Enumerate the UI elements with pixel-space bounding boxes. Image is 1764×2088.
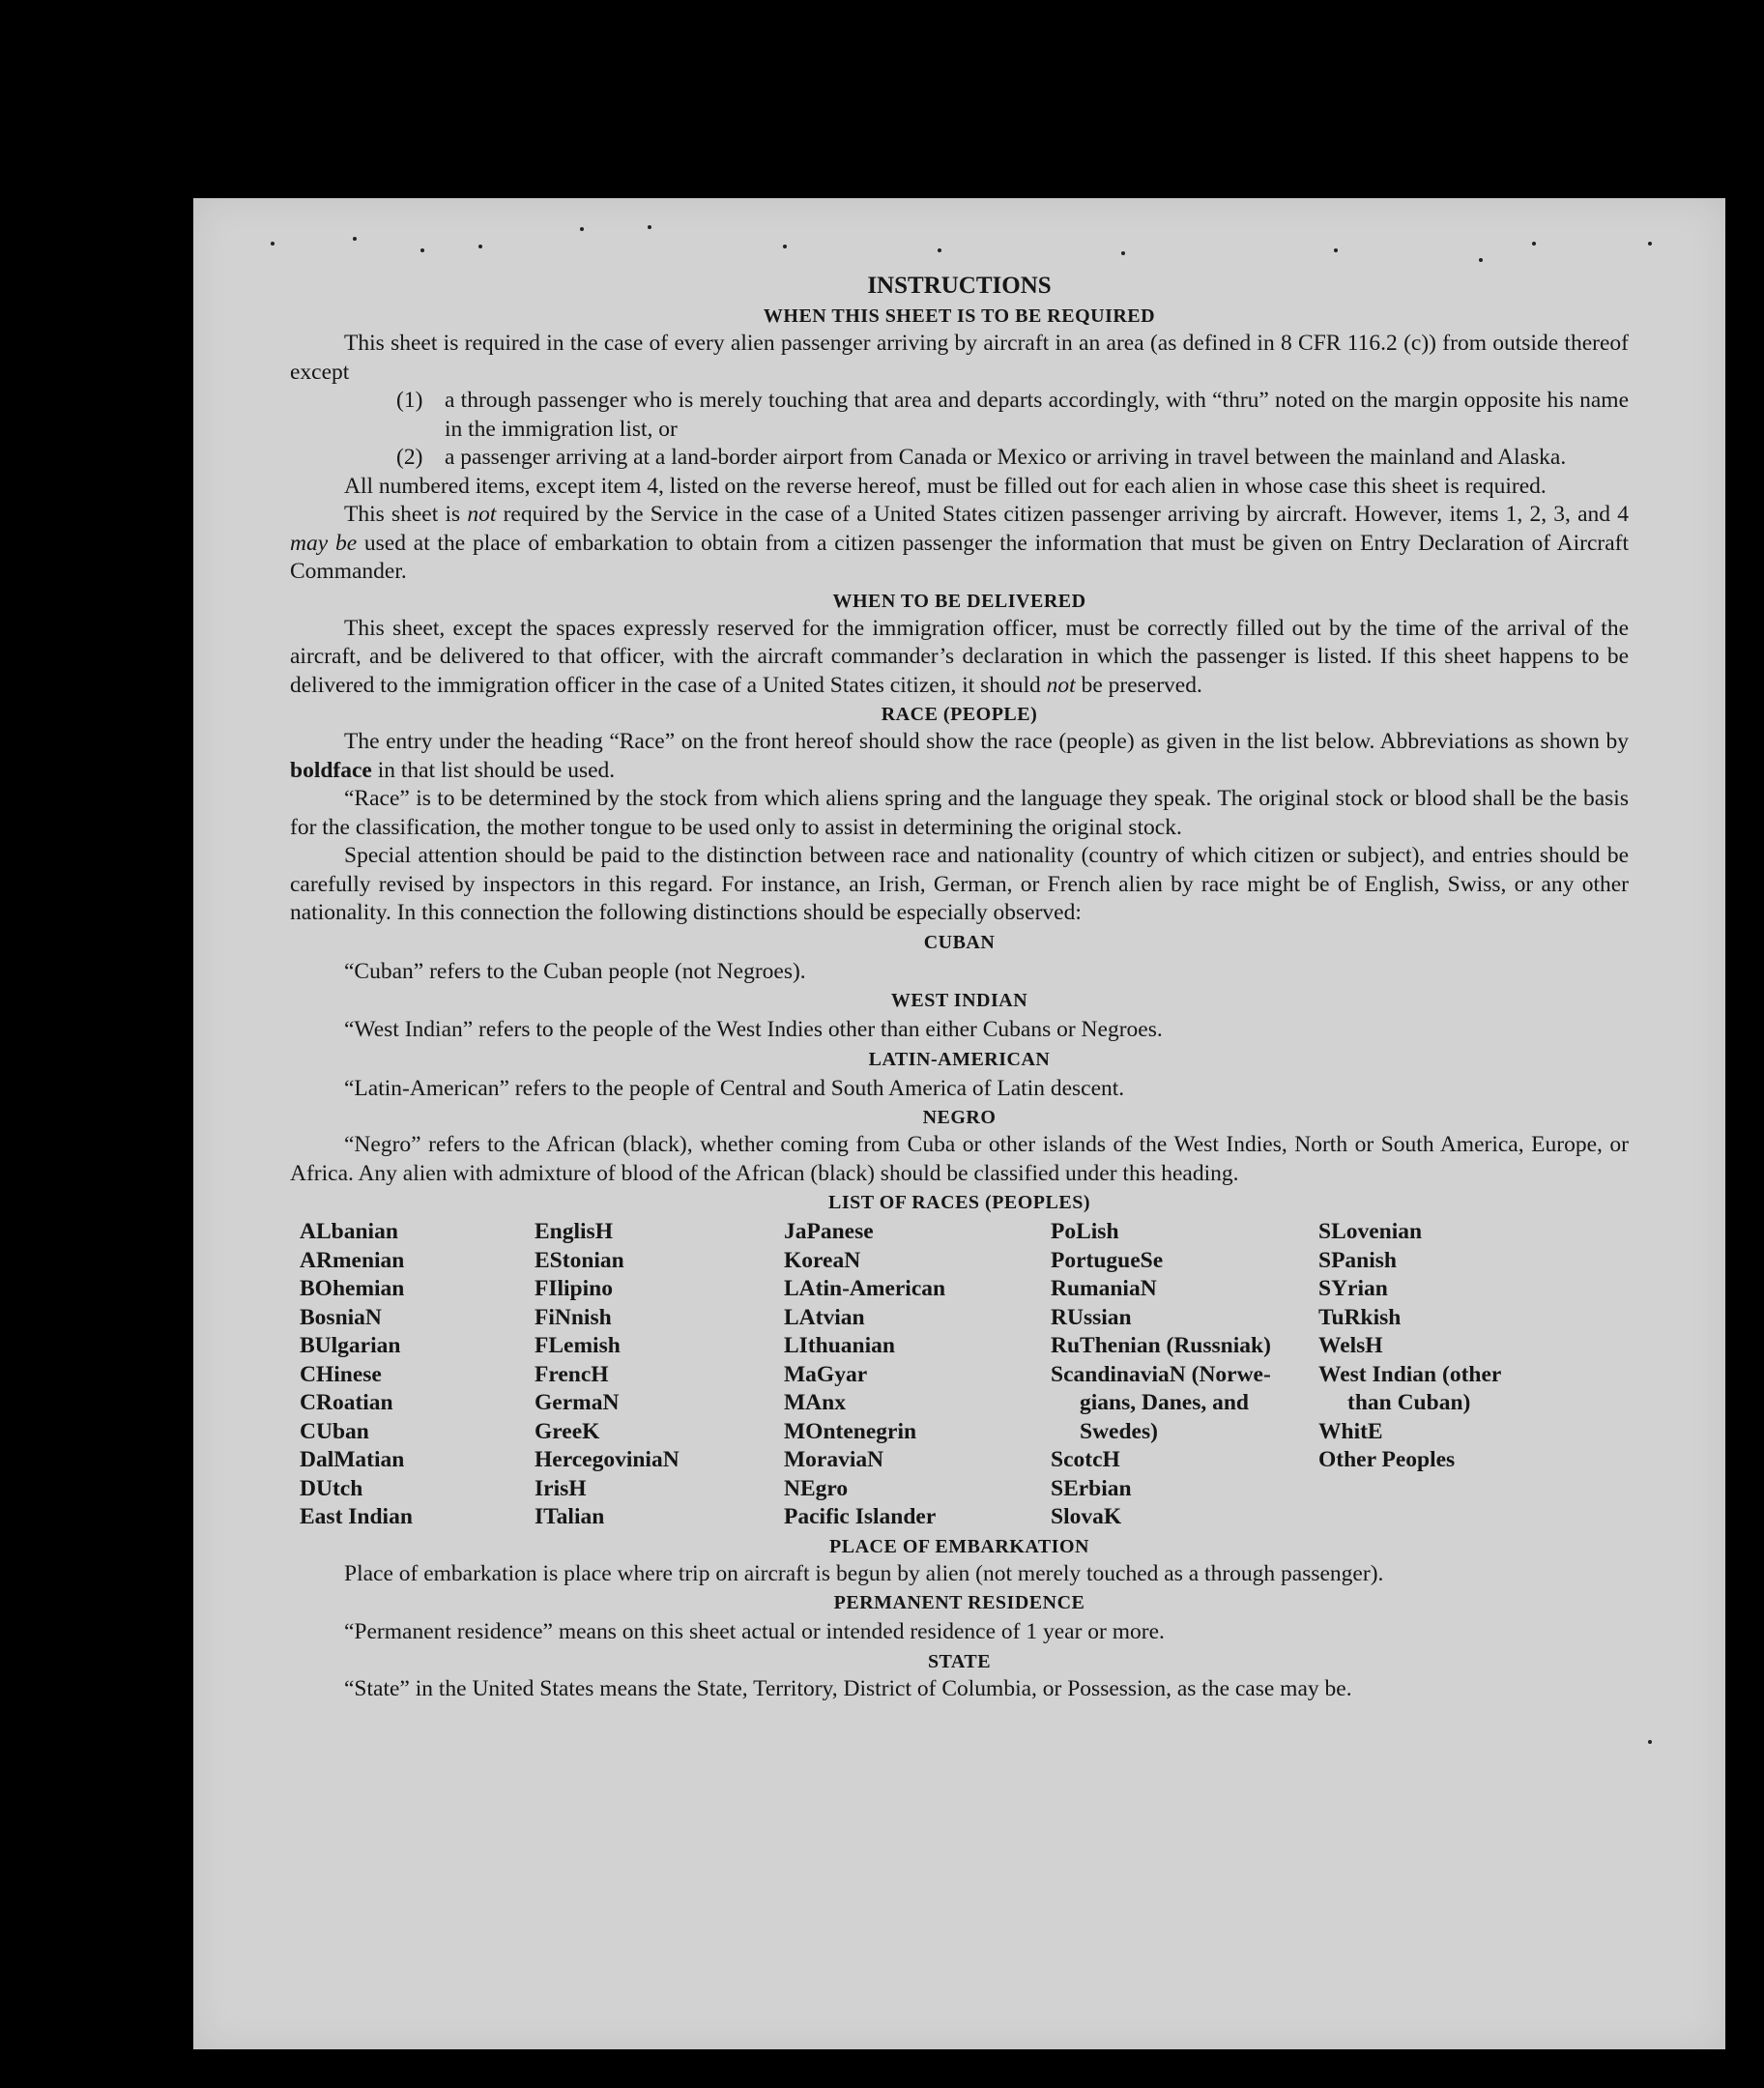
heading-cuban: CUBAN — [923, 931, 996, 953]
heading-when-required: WHEN THIS SHEET IS TO BE REQUIRED — [763, 305, 1156, 327]
race-entry: CUban — [300, 1418, 369, 1444]
definition: “State” in the United States means the State, Territory, District of Columbia, or Possession, as the case may be. — [344, 1675, 1352, 1701]
text-run: required by the Service in the case of a United States citizen passenger arriving by aircraft. However, items 1, 2, 3, and 4 — [496, 502, 1629, 527]
race-entry: MAnx — [784, 1390, 846, 1415]
speck — [1648, 242, 1652, 246]
races-column — [300, 1218, 535, 1532]
heading-west-indian: WEST INDIAN — [890, 990, 1028, 1011]
race-entry: LAtvian — [784, 1304, 865, 1330]
race-entry: SlovaK — [1051, 1504, 1122, 1529]
race-entry: MOntenegrin — [784, 1418, 917, 1444]
race-entry: SLovenian — [1318, 1219, 1423, 1244]
text-run: This sheet, except the spaces expressly reserved for the immigration officer, must be correctly filled out by the time of the arrival of the aircraft, and be delivered to that officer, with the aircraft commander’s declaration in which the passenger is listed. If this sheet happens to be delivered to the immigration officer in the case of a United States citizen, it should — [290, 615, 1629, 698]
race-entry: ARmenian — [300, 1247, 405, 1273]
definition: Place of embarkation is place where trip on aircraft is begun by alien (not merely touched as a through passenger). — [344, 1560, 1384, 1586]
race-entry: LIthuanian — [784, 1333, 895, 1358]
speck — [1121, 251, 1125, 255]
race-entry: WelsH — [1318, 1333, 1383, 1358]
document-page — [193, 198, 1725, 2049]
race-entry: FiNnish — [535, 1304, 612, 1330]
race-entry: East Indian — [300, 1504, 413, 1529]
heading-permanent-residence: PERMANENT RESIDENCE — [833, 1592, 1085, 1613]
race-entry: GreeK — [535, 1418, 600, 1444]
item-number: (2) — [396, 445, 423, 470]
race-entry: FLemish — [535, 1333, 621, 1358]
paragraph: All numbered items, except item 4, listed on the reverse hereof, must be filled out for each alien in whose case this sheet is required. — [344, 473, 1547, 499]
race-entry: EnglisH — [535, 1219, 613, 1244]
race-entry: NEgro — [784, 1475, 849, 1501]
speck — [1648, 1740, 1652, 1744]
race-entry: DalMatian — [300, 1447, 405, 1472]
text-run: used at the place of embarkation to obtain from a citizen passenger the information that must be given on Entry Declaration of Aircraft Commander. — [290, 530, 1629, 584]
speck — [271, 242, 275, 246]
race-entry: RUssian — [1051, 1304, 1132, 1330]
races-column — [1051, 1218, 1318, 1532]
heading-list-of-races: LIST OF RACES (PEOPLES) — [827, 1192, 1090, 1213]
race-entry: Other Peoples — [1318, 1447, 1456, 1472]
race-entry: HercegoviniaN — [535, 1447, 680, 1472]
race-entry: CHinese — [300, 1361, 382, 1387]
race-entry: MoraviaN — [784, 1447, 884, 1472]
definition: “Cuban” refers to the Cuban people (not Negroes). — [344, 958, 806, 984]
races-column — [535, 1218, 784, 1532]
text-run: This sheet is — [344, 502, 468, 527]
text-run: be preserved. — [1075, 672, 1202, 698]
definition: “West Indian” refers to the people of the West Indies other than either Cubans or Negroes. — [344, 1017, 1163, 1042]
page-title: INSTRUCTIONS — [867, 273, 1052, 299]
race-entry: EStonian — [535, 1247, 624, 1273]
race-entry: JaPanese — [784, 1219, 874, 1244]
heading-latin-american: LATIN-AMERICAN — [868, 1048, 1051, 1070]
paragraph: This sheet is required in the case of every alien passenger arriving by aircraft in an area (as defined in 8 CFR 116.2 (c)) from outside thereof except — [290, 331, 1629, 385]
race-entry: WhitE — [1318, 1418, 1383, 1444]
numbered-item — [396, 387, 1629, 444]
speck — [1479, 258, 1483, 262]
speck — [648, 225, 651, 229]
race-entry-continued: Swedes) — [1080, 1418, 1158, 1444]
race-entry: CRoatian — [300, 1390, 393, 1415]
emphasis: may be — [290, 530, 358, 556]
heading-race: RACE (PEOPLE) — [881, 704, 1038, 725]
race-entry: ScotcH — [1051, 1447, 1120, 1472]
race-entry: BosniaN — [300, 1304, 382, 1330]
race-entry: GermaN — [535, 1390, 620, 1415]
race-entry: Pacific Islander — [784, 1504, 937, 1529]
race-entry: RuThenian (Russniak) — [1051, 1333, 1271, 1358]
speck — [420, 248, 424, 252]
race-entry: KoreaN — [784, 1247, 861, 1273]
races-column — [1318, 1218, 1628, 1532]
item-text: a passenger arriving at a land-border airport from Canada or Mexico or arriving in travel between the mainland and Alaska. — [445, 445, 1567, 470]
race-entry: ScandinaviaN (Norwe- — [1051, 1361, 1271, 1387]
paragraph — [290, 728, 1629, 785]
emphasis: not — [467, 502, 497, 527]
speck — [353, 237, 357, 241]
race-entry: BOhemian — [300, 1276, 405, 1301]
race-entry: PoLish — [1051, 1219, 1119, 1244]
speck — [1532, 242, 1536, 246]
text-run: The entry under the heading “Race” on the front hereof should show the race (people) as given in the list below. Abbreviations as shown by — [344, 729, 1629, 754]
paragraph: “Race” is to be determined by the stock from which aliens spring and the language they speak. The original stock or blood shall be the basis for the classification, the mother tongue to be used only to assist in determining the original stock. — [290, 786, 1629, 840]
heading-negro: NEGRO — [922, 1107, 997, 1128]
race-entry: SPanish — [1318, 1247, 1397, 1273]
race-entry: ITalian — [535, 1504, 605, 1529]
race-entry-continued: gians, Danes, and — [1080, 1390, 1249, 1415]
definition: “Permanent residence” means on this sheet actual or intended residence of 1 year or more. — [344, 1619, 1165, 1644]
emphasis: not — [1046, 672, 1076, 698]
race-entry-continued: than Cuban) — [1347, 1390, 1471, 1415]
item-text: a through passenger who is merely touching that area and departs accordingly, with “thru” noted on the margin opposite his name in the immigration list, or — [445, 388, 1629, 442]
races-column — [784, 1218, 1051, 1532]
race-entry: BUlgarian — [300, 1333, 401, 1358]
race-entry: FIlipino — [535, 1276, 613, 1301]
race-entry: RumaniaN — [1051, 1276, 1157, 1301]
bold-word: boldface — [290, 757, 372, 783]
text-run: in that list should be used. — [371, 757, 616, 783]
races-table — [300, 1218, 1629, 1532]
race-entry: IrisH — [535, 1475, 587, 1501]
paragraph: Special attention should be paid to the distinction between race and nationality (country of which citizen or subject), and entries should be carefully revised by inspectors in this regard. For instance, an Irish, German, or French alien by race might be of English, Swiss, or any other nationality. In this connection the following distinctions should be especially observed: — [290, 843, 1629, 925]
item-number: (1) — [396, 388, 423, 413]
heading-when-delivered: WHEN TO BE DELIVERED — [832, 590, 1086, 612]
race-entry: LAtin-American — [784, 1276, 946, 1301]
race-entry: West Indian (other — [1318, 1361, 1502, 1387]
race-entry: ALbanian — [300, 1219, 398, 1244]
definition: “Latin-American” refers to the people of Central and South America of Latin descent. — [344, 1075, 1125, 1101]
speck — [1334, 248, 1338, 252]
race-entry: SErbian — [1051, 1475, 1132, 1501]
heading-place-of-embarkation: PLACE OF EMBARKATION — [829, 1535, 1089, 1557]
speck — [478, 245, 482, 248]
definition: “Negro” refers to the African (black), whether coming from Cuba or other islands of the West Indies, North or South America, Europe, or Africa. Any alien with admixture of blood of the African (black) should be classified under this heading. — [290, 1132, 1629, 1186]
speck — [783, 245, 787, 248]
race-entry: PortugueSe — [1051, 1247, 1164, 1273]
race-entry: DUtch — [300, 1475, 363, 1501]
heading-state: STATE — [927, 1650, 992, 1672]
paragraph — [290, 615, 1629, 701]
paragraph — [290, 501, 1629, 587]
race-entry: MaGyar — [784, 1361, 868, 1387]
speck — [938, 248, 941, 252]
race-entry: TuRkish — [1318, 1304, 1402, 1330]
speck — [580, 227, 584, 231]
race-entry: FrencH — [535, 1361, 609, 1387]
race-entry: SYrian — [1318, 1276, 1388, 1301]
instructions-text — [290, 271, 1629, 1703]
numbered-item — [396, 444, 1629, 473]
